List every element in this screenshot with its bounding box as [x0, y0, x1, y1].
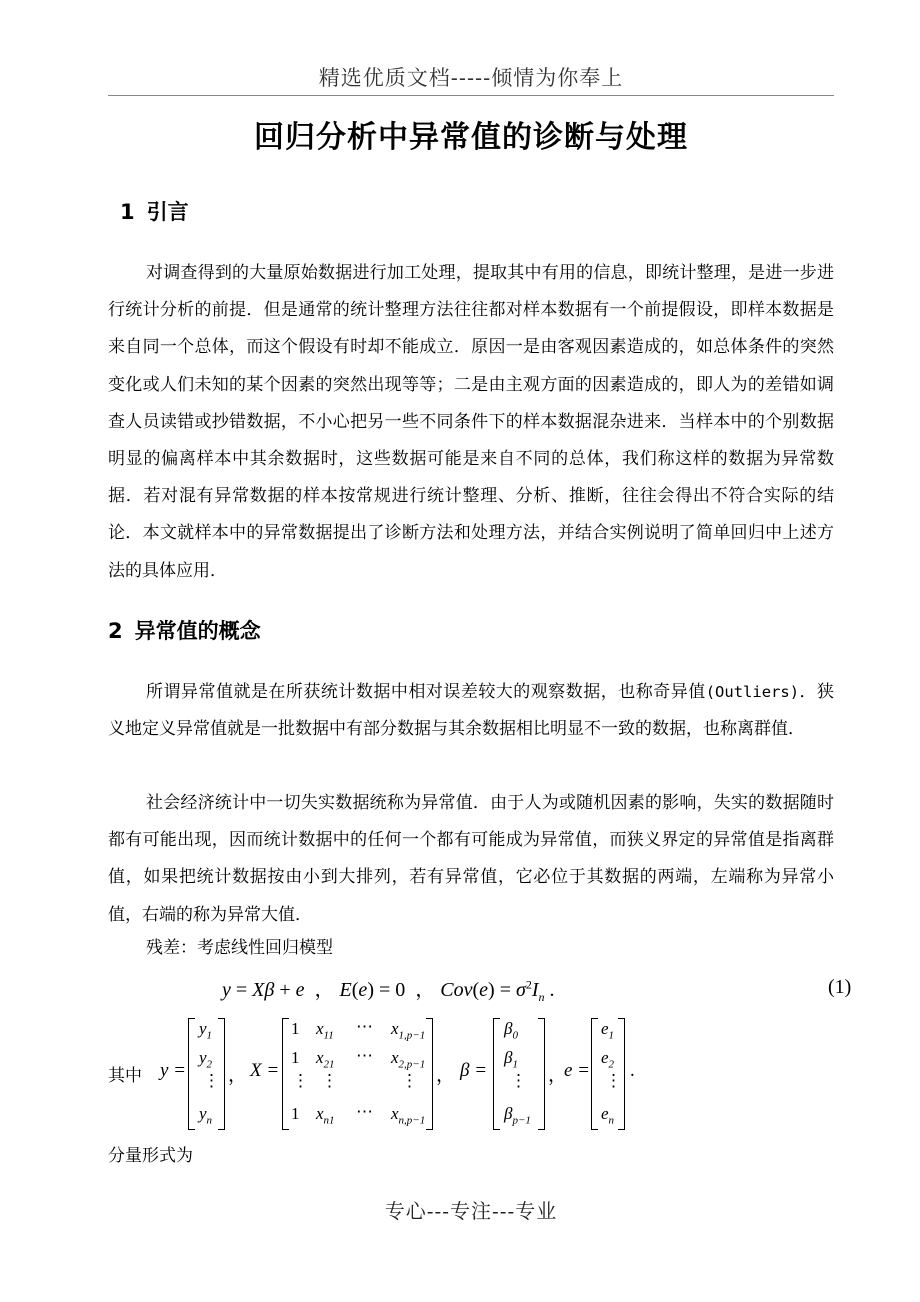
header-rule	[108, 95, 834, 96]
definition-text-cont: ．狭义地定义异常值就是一批数据中有部分数据与其余数据相比明显不一致的数据，也称离群值．	[108, 682, 835, 740]
equation-number: (1)	[828, 976, 852, 998]
section-number: 1	[120, 200, 135, 224]
x-entry: ⋮	[321, 1071, 338, 1090]
paragraph-outlier-definition	[108, 674, 834, 748]
definition-text: 所谓异常值就是在所获统计数据中相对误差较大的观察数据，也称奇异值	[146, 682, 706, 702]
period: .	[630, 1060, 635, 1081]
x-entry: 1	[291, 1048, 300, 1067]
section-title: 异常值的概念	[134, 619, 261, 643]
e-entry: ⋮	[605, 1071, 622, 1090]
x-symbol: X =	[250, 1060, 280, 1081]
x-entry: $x_{11}$	[316, 1019, 334, 1042]
x-entry: 1	[291, 1019, 300, 1038]
y-entry: $y_n$	[199, 1104, 213, 1127]
beta-bracket-right	[538, 1018, 545, 1130]
residual-intro: 残差：考虑线性回归模型	[146, 938, 333, 958]
x-entry: ⋯	[356, 1017, 373, 1036]
beta-entry: $\beta_1$	[504, 1048, 518, 1071]
running-footer: 专心---专注---专业	[384, 1199, 558, 1223]
y-bracket-right	[218, 1018, 225, 1130]
running-header: 精选优质文档-----倾情为你奉上	[318, 66, 624, 90]
beta-entry: ⋮	[510, 1071, 527, 1090]
beta-bracket-left	[493, 1018, 500, 1130]
comma: ，	[436, 1065, 456, 1086]
e-entry: $e_2$	[601, 1048, 615, 1071]
paragraph-intro: 对调查得到的大量原始数据进行加工处理，提取其中有用的信息，即统计整理，是进一步进行统计分析的前提．但是通常的统计整理方法往往都对样本数据有一个前提假设，即样本数据是来自同一个总体，而这个假设有时却不能成立．原因一是由客观因素造成的，如总体条件的突然变化或人们未知的某个因素的突然出现等等；二是由主观方面的因素造成的，即人为的差错如调查人员读错或抄错数据，不小心把另一些不同条件下的样本数据混杂进来．当样本中的个别数据明显的偏离样本中其余数据时，这些数据可能是来自不同的总体，我们称这样的数据为异常数据．若对混有异常数据的样本按常规进行统计整理、分析、推断，往往会得出不符合实际的结论．本文就样本中的异常数据提出了诊断方法和处理方法，并结合实例说明了简单回归中上述方法的具体应用．	[108, 263, 834, 581]
e-entry: $e_1$	[601, 1019, 615, 1042]
matrix-definitions	[108, 1015, 834, 1133]
x-entry: 1	[291, 1104, 300, 1123]
x-entry: $x_{21}$	[316, 1048, 335, 1071]
e-entry: $e_n$	[601, 1104, 615, 1127]
e-bracket-left	[591, 1018, 598, 1130]
e-symbol: e =	[564, 1060, 591, 1081]
x-entry: ⋯	[356, 1102, 373, 1121]
where-label: 其中	[108, 1066, 142, 1086]
y-symbol: y =	[160, 1060, 187, 1081]
x-entry: ⋮	[292, 1071, 309, 1090]
paper-title: 回归分析中异常值的诊断与处理	[254, 120, 688, 155]
equation-linear-model: y = Xβ + e ， E(e) = 0 ， $Cov(e) = \sigma^2I_n$ .	[222, 977, 555, 1004]
beta-entry: $\beta_{p-1}$	[504, 1104, 531, 1127]
x-entry: $x_{n1}$	[316, 1104, 335, 1127]
x-entry: ⋮	[401, 1071, 418, 1090]
x-entry: $x_{2,p-1}$	[391, 1048, 426, 1071]
component-form-label: 分量形式为	[108, 1146, 193, 1166]
section-number: 2	[108, 619, 123, 643]
y-entry: $y_2$	[199, 1048, 213, 1071]
section-title: 引言	[146, 200, 189, 224]
beta-symbol: β =	[460, 1060, 488, 1081]
paragraph-outlier-types: 社会经济统计中一切失实数据统称为异常值．由于人为或随机因素的影响，失实的数据随时都有可能出现，因而统计数据中的任何一个都有可能成为异常值，而狭义界定的异常值是指离群值，如果把统计数据按由小到大排列，若有异常值，它必位于其数据的两端，左端称为异常小值，右端的称为异常大值．	[108, 793, 834, 925]
comma: ，	[548, 1065, 568, 1086]
outliers-term: (Outliers)	[705, 683, 800, 701]
x-entry: $x_{n,p-1}$	[391, 1104, 426, 1127]
e-bracket-right	[618, 1018, 625, 1130]
x-bracket-left	[282, 1018, 289, 1130]
x-entry: $x_{1,p-1}$	[391, 1019, 426, 1042]
beta-entry: $\beta_0$	[504, 1019, 518, 1042]
x-entry: ⋯	[356, 1046, 373, 1065]
y-entry: $y_1$	[199, 1019, 213, 1042]
section-heading-intro	[120, 196, 189, 226]
comma: ，	[228, 1065, 248, 1086]
y-bracket-left	[188, 1018, 195, 1130]
y-entry: ⋮	[203, 1071, 220, 1090]
section-heading-concept	[108, 615, 261, 645]
x-bracket-right	[426, 1018, 433, 1130]
